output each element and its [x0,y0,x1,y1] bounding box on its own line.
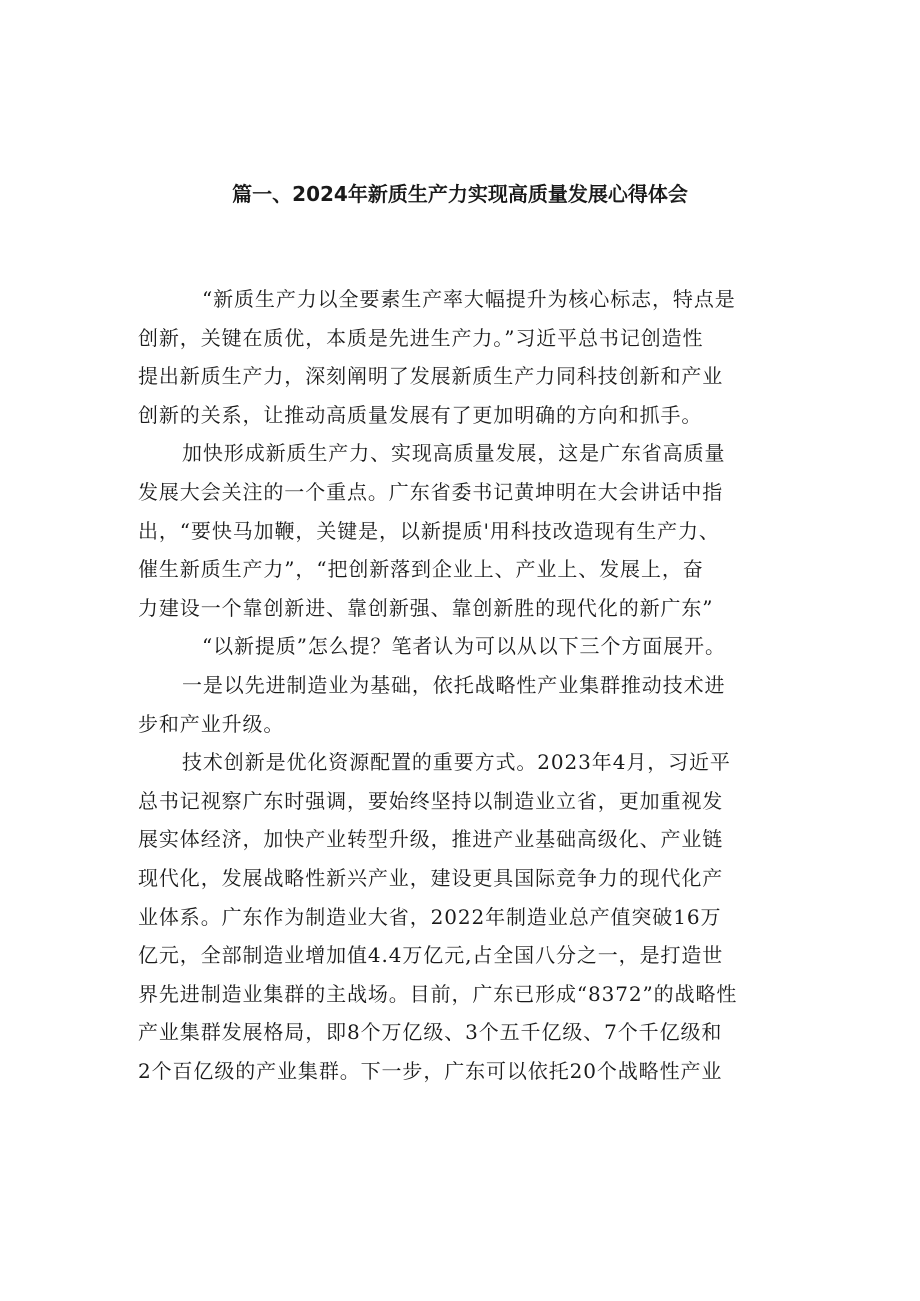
paragraph-line: 加快形成新质生产力、实现高质量发展，这是广东省高质量 [182,441,726,466]
paragraph-line: 力建设一个靠创新进、靠创新强、靠创新胜的现代化的新广东” [138,595,714,620]
paragraph-line: 一是以先进制造业为基础，依托战略性产业集群推动技术进 [182,672,726,697]
paragraph-line: 发展大会关注的一个重点。广东省委书记黄坤明在大会讲话中指 [138,479,724,504]
paragraph-line: 创新的关系，让推动高质量发展有了更加明确的方向和抓手。 [138,402,703,427]
paragraph-line: 出，“要快马加鞭，关键是，以新提质'用科技改造现有生产力、 [138,518,720,543]
paragraph-line: 界先进制造业集群的主战场。目前，广东已形成“8372”的战略性 [138,981,738,1006]
paragraph-line: 步和产业升级。 [138,711,285,736]
paragraph-line: “新质生产力以全要素生产率大幅提升为核心标志，特点是 [202,287,736,311]
paragraph-line: 亿元，全部制造业增加值4.4万亿元,占全国八分之一，是打造世 [138,943,724,968]
paragraph-line: 2个百亿级的产业集群。下一步，广东可以依托20个战略性产业 [138,1058,723,1083]
paragraph-line: 技术创新是优化资源配置的重要方式。2023年4月，习近平 [182,750,731,775]
paragraph-line: 现代化，发展战略性新兴产业，建设更具国际竞争力的现代化产 [138,865,724,890]
paragraph-line: 展实体经济，加快产业转型升级，推进产业基础高级化、产业链 [138,827,724,852]
paragraph-line: 总书记视察广东时强调，要始终坚持以制造业立省，更加重视发 [138,788,724,813]
paragraph-line: 业体系。广东作为制造业大省，2022年制造业总产值突破16万 [138,904,722,929]
paragraph-line: 催生新质生产力”，“把创新落到企业上、产业上、发展上，奋 [138,557,704,582]
paragraph-line: 创新，关键在质优，本质是先进生产力。”习近平总书记创造性 [138,325,704,350]
paragraph-line: 产业集群发展格局，即8个万亿级、3个五千亿级、7个千亿级和 [138,1020,723,1045]
paragraph-line: “以新提质”怎么提？笔者认为可以从以下三个方面展开。 [202,634,726,659]
document-title: 篇一、2024年新质生产力实现高质量发展心得体会 [232,182,688,206]
document-body [138,280,792,1090]
paragraph-line: 提出新质生产力，深刻阐明了发展新质生产力同科技创新和产业 [138,364,724,389]
